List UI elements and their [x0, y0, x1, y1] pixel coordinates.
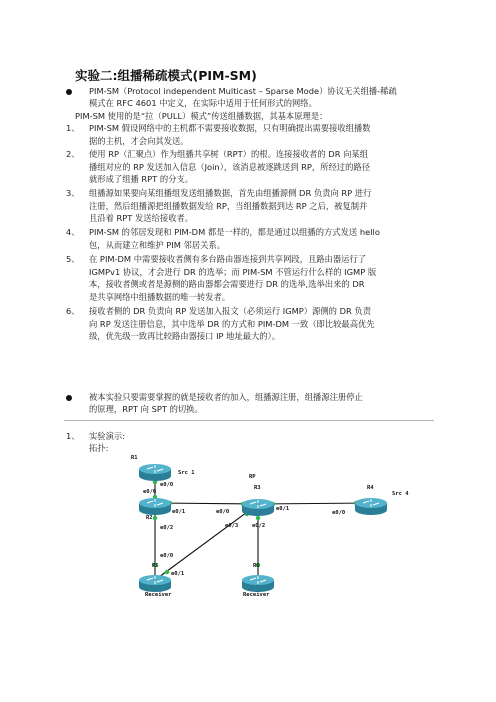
label-r2: R2 [146, 515, 153, 521]
link-dot [153, 516, 157, 520]
label-r2-e02: e0/2 [160, 525, 174, 531]
item-number: 6、 [66, 306, 80, 316]
link-dot [256, 516, 260, 520]
item-line: 级，优先级一致再比较路由器接口 IP 地址最大的）。 [89, 331, 281, 342]
item-line: 播组对应的 RP 发送加入信息（Join），该消息被逐跳送到 RP，所经过的路径 [89, 161, 370, 172]
router-r1 [139, 464, 171, 481]
bullet-2-line-1: 被本实验只要需要掌握的就是接收者的加入，组播源注册，组播源注册停止 [89, 392, 363, 402]
item-line: 向 RP 发送注册信息，其中选举 DR 的方式和 PIM-DM 一致（即比较最高优先 [89, 318, 375, 329]
item-line: 在 PIM-DM 中需要接收者侧有多台路由器连接到共享网段，且路由器运行了 [89, 254, 367, 264]
label-r3-e03: e0/3 [225, 523, 239, 529]
item-number: 2、 [66, 149, 80, 159]
label-r3-e02: e0/2 [252, 523, 266, 529]
item-line: 据的主机，才会向其发送。 [89, 135, 189, 146]
label-r1-e00: e0/0 [143, 489, 157, 495]
label-receiver-1: Receiver [145, 592, 172, 598]
demo-label: 实验演示: [89, 431, 125, 441]
label-rp: RP [249, 474, 256, 480]
bullet-1-line-1: PIM-SM（Protocol independent Multicast – Sparse Mode）协议无关组播-稀疏 [89, 86, 397, 96]
label-r6: R6 [253, 563, 260, 569]
label-r5: R5 [152, 563, 159, 569]
router-r2 [139, 498, 171, 515]
label-r3-e00: e0/0 [216, 509, 230, 515]
link-r3-r5 [155, 504, 258, 580]
router-r3 [242, 499, 274, 516]
item-line: 组播源如果要向某组播组发送组播数据，首先由组播源侧 DR 负责向 RP 进行 [89, 188, 372, 198]
item-line: 是共享网络中组播数据的唯一转发者。 [89, 291, 231, 302]
item-line: 本，接收者侧或者是源侧的路由器都会需要进行 DR 的选举,选举出来的 DR [89, 279, 365, 290]
label-r4-e00: e0/0 [332, 510, 346, 516]
item-line: 且沿着 RPT 发送给接收者。 [89, 213, 194, 224]
item-line: PIM-SM 假设网络中的主机都不需要接收数据，只有明确提出需要接收组播数 [89, 123, 371, 133]
item-line: PIM-SM 的邻居发现和 PIM-DM 都是一样的，都是通过以组播的方式发送 hello [89, 227, 380, 237]
label-src1: Src 1 [178, 470, 195, 476]
label-r2-e01: e0/1 [172, 509, 186, 515]
link-dot [165, 570, 169, 574]
page-title: 实验二:组播稀疏模式(PIM-SM) [75, 68, 257, 83]
label-r3-e01: e0/1 [276, 506, 290, 512]
label-r2-e00: e0/0 [160, 482, 174, 488]
item-line: IGMPv1 协议，才会进行 DR 的选举；而 PIM-SM 不管运行什么样的 IGMP 版 [89, 266, 377, 277]
item-line: 就形成了组播 RPT 的分支。 [89, 174, 194, 185]
router-r4 [355, 498, 387, 515]
item-line: 注册，然后组播源把组播数据发给 RP，当组播数据到达 RP 之后，被复制并 [89, 200, 368, 211]
topology-label: 拓扑: [89, 443, 109, 453]
label-r3: R3 [254, 485, 261, 491]
item-line: 接收者侧的 DR 负责向 RP 发送加入报文（必须运行 IGMP）源侧的 DR 负责 [89, 306, 371, 316]
label-r1: R1 [131, 455, 138, 461]
label-receiver-2: Receiver [243, 592, 270, 598]
router-r6 [242, 575, 274, 592]
demo-number: 1、 [66, 431, 80, 441]
item-number: 1、 [66, 123, 80, 133]
item-line: 包，从而建立和维护 PIM 邻居关系。 [89, 239, 226, 250]
label-r5-e00: e0/0 [160, 553, 174, 559]
bullet-2-line-2: 的原理，RPT 向 SPT 的切换。 [89, 404, 203, 414]
label-src4: Src 4 [392, 491, 409, 497]
label-r5-e01: e0/1 [171, 571, 185, 577]
bullet-1-line-2: 模式在 RFC 4601 中定义，在实际中适用于任何形式的网络。 [89, 98, 317, 108]
label-r4: R4 [367, 485, 374, 491]
item-number: 5、 [66, 254, 80, 264]
item-number: 4、 [66, 227, 80, 237]
router-r5 [139, 575, 171, 592]
item-line: 使用 RP（汇聚点）作为组播共享树（RPT）的根。连接接收者的 DR 向某组 [89, 149, 368, 159]
item-number: 3、 [66, 188, 80, 198]
intro-text: PIM-SM 使用的是“拉（PULL）模式”传送组播数据，其基本原理是： [75, 111, 328, 121]
